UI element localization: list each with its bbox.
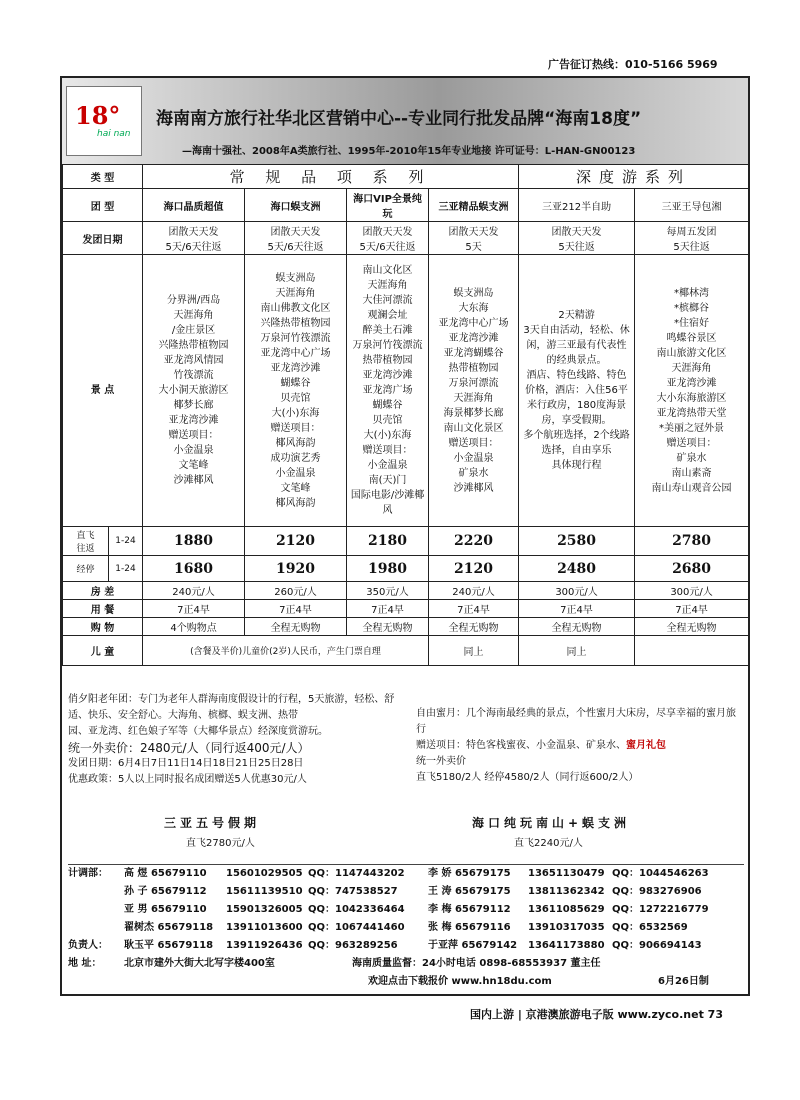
series-deep: 深度游系列 [519, 165, 749, 189]
contact-mobile: 13910317035 [528, 922, 605, 933]
list-item: 热带植物园 [448, 362, 499, 374]
list-item: 热带植物园 [362, 355, 413, 366]
price-label-a [63, 527, 109, 556]
contact-qq: QQ：906694143 [612, 940, 702, 951]
contact-mobile: 15611139510 [226, 886, 303, 897]
table-row [63, 582, 749, 600]
child-cell-empty [635, 636, 749, 666]
list-item: 亚龙湾沙滩 [362, 370, 413, 381]
list-item: 蜈支洲岛 [453, 287, 494, 299]
list-item: 竹筏漂流 [173, 370, 214, 381]
date-cell [519, 222, 635, 255]
date-cell [143, 222, 245, 255]
header-subtitle: —海南十强社、2008年A类旅行社、1995年-2010年15年专业地接 许可证号：L-HAN-GN00123 [182, 146, 636, 157]
contact-qq: QQ：6532569 [612, 922, 688, 933]
date-line: 团散天天发 [362, 227, 413, 238]
price-cell: 1680 [143, 556, 245, 582]
table-row [63, 556, 749, 582]
child-label: 儿 童 [63, 636, 143, 666]
list-item: 兴隆热带植物园 [158, 340, 229, 351]
list-item: 国际电影/沙滩椰风 [350, 490, 425, 516]
download-link[interactable]: 欢迎点击下载报价 www.hn18du.com [368, 976, 552, 987]
date-line: 5天/6天往返 [165, 242, 222, 253]
spots-cell [245, 255, 347, 527]
price-label-a2-text: 往返 [76, 544, 95, 554]
list-item: 亚龙湾沙滩 [666, 377, 717, 389]
meal-cell: 7正4早 [245, 600, 347, 618]
list-item: 贝壳馆 [280, 392, 311, 404]
honeymoon-gift-text: 赠送项目：特色客栈蜜夜、小金温泉、矿泉水、 [416, 740, 626, 751]
date-label: 发团日期 [63, 222, 143, 255]
contact-qq: QQ：1067441460 [308, 922, 405, 933]
shop-label: 购 物 [63, 618, 143, 636]
logo-number: 18° [75, 101, 121, 130]
date-line: 5天往返 [558, 242, 595, 253]
list-item: 万泉河竹筏漂流 [260, 332, 331, 344]
brand-logo [66, 86, 142, 156]
list-item: 醉美土石滩 [362, 325, 413, 336]
shop-cell: 全程无购物 [347, 618, 429, 636]
spots-cell [519, 255, 635, 527]
team-label: 团 型 [63, 189, 143, 222]
header-title: 海南南方旅行社华北区营销中心--专业同行批发品牌“海南18度” [156, 109, 642, 129]
meal-cell: 7正4早 [635, 600, 749, 618]
list-item: 文笔峰 [280, 482, 311, 494]
shop-cell: 4个购物点 [143, 618, 245, 636]
table-row [63, 618, 749, 636]
list-item: 沙滩椰风 [173, 475, 214, 486]
contact-mobile: 15601029505 [226, 868, 303, 879]
list-item: 南(天)门 [368, 475, 407, 486]
list-item: 3天自由活动，轻松、休闲，游三亚最有代表性的经典景点。 [523, 325, 630, 366]
date-line: 5天 [465, 242, 482, 253]
list-item: 天涯海角 [173, 310, 214, 321]
list-item: 天涯海角 [453, 392, 494, 404]
child-cell: 同上 [519, 636, 635, 666]
list-item: 南山旅游文化区 [656, 347, 727, 359]
list-item: 海景椰梦长廊 [443, 407, 504, 419]
list-item: 南山佛教文化区 [260, 302, 331, 314]
child-cell: (含餐及半价)儿童价(2岁)人民币，产生门票自理 [143, 636, 429, 666]
senior-line: 统一外卖价：2480元/人（同行返400元/人） [68, 741, 310, 755]
contact-name: 翟树杰 65679118 [124, 922, 214, 933]
list-item: 兴隆热带植物园 [260, 317, 331, 329]
list-item: *椰林湾 [674, 287, 710, 299]
contact-name: 孙 子 65679112 [124, 886, 207, 897]
dept-label: 计调部： [68, 868, 108, 879]
spots-cell [635, 255, 749, 527]
meal-cell: 7正4早 [143, 600, 245, 618]
table-row [63, 255, 749, 527]
price-cell: 1880 [143, 527, 245, 556]
room-cell: 240元/人 [143, 582, 245, 600]
list-item: 亚龙湾热带天堂 [656, 407, 727, 419]
list-item: 蝴蝶谷 [280, 377, 311, 389]
contact-row [68, 919, 744, 937]
list-item: 大东海 [458, 302, 489, 314]
date-line: 团散天天发 [168, 227, 219, 238]
honeymoon-price: 直飞5180/2人 经停4580/2人（同行返600/2人） [416, 772, 639, 783]
room-cell: 350元/人 [347, 582, 429, 600]
list-item: 南山寿山观音公园 [651, 482, 732, 494]
senior-line: 园、亚龙湾、红色娘子军等（大椰华景点）经深度赏游玩。 [68, 726, 328, 737]
list-item: 亚龙湾风情园 [163, 355, 224, 366]
contact-mobile: 13651130479 [528, 868, 605, 879]
meal-cell: 7正4早 [519, 600, 635, 618]
spots-cell [429, 255, 519, 527]
list-item: 亚龙湾沙滩 [168, 415, 219, 426]
list-item: 鸣蝶谷景区 [666, 332, 717, 344]
list-item: *美丽之冠外景 [659, 422, 725, 434]
honeymoon-line: 自由蜜月：几个海南最经典的景点，个性蜜月大床房，尽享幸福的蜜月旅行 [416, 708, 736, 735]
list-item: 蜈支洲岛 [275, 272, 316, 284]
list-item: *住宿好 [674, 317, 710, 329]
header-banner [62, 78, 748, 164]
list-item: 大小洞天旅游区 [158, 385, 229, 396]
type-label: 类 型 [63, 165, 143, 189]
date-line: 5天往返 [673, 242, 710, 253]
child-cell: 同上 [429, 636, 519, 666]
list-item: 亚龙湾中心广场 [260, 347, 331, 359]
price-cell: 1980 [347, 556, 429, 582]
contact-mobile: 15901326005 [226, 904, 303, 915]
price-cell: 2220 [429, 527, 519, 556]
list-item: 文笔峰 [178, 460, 209, 471]
list-item: *槟榔谷 [674, 302, 710, 314]
list-item: 赠送项目： [270, 422, 321, 434]
team-cell: 三亚212半自助 [519, 189, 635, 222]
list-item: 小金温泉 [275, 467, 316, 479]
list-item: 万泉河漂流 [448, 377, 499, 389]
price-cell: 2680 [635, 556, 749, 582]
contact-mobile: 13811362342 [528, 886, 605, 897]
meal-cell: 7正4早 [347, 600, 429, 618]
sub-package-right-title: 海口纯玩南山+蜈支洲 [472, 816, 631, 830]
list-item: 亚龙湾蝴蝶谷 [443, 347, 504, 359]
contact-qq: QQ：1147443202 [308, 868, 405, 879]
addr-label: 地 址： [68, 958, 102, 969]
list-item: 万泉河竹筏漂流 [352, 340, 423, 351]
list-item: 小金温泉 [453, 452, 494, 464]
team-cell: 海口晶质超值 [143, 189, 245, 222]
honeymoon-line: 统一外卖价 [416, 756, 466, 767]
list-item: 观澜会址 [367, 310, 408, 321]
list-item: 大(小)东海 [271, 407, 320, 419]
table-row [63, 165, 749, 189]
list-item: 小金温泉 [173, 445, 214, 456]
meal-label: 用 餐 [63, 600, 143, 618]
contact-row [68, 865, 744, 883]
list-item: 矿泉水 [676, 452, 707, 464]
series-regular: 常 规 品 项 系 列 [143, 165, 519, 189]
table-row [63, 636, 749, 666]
list-item: 成功演艺秀 [270, 452, 321, 464]
contact-mobile: 13911926436 [226, 940, 303, 951]
senior-line: 发团日期：6月4日7日11日14日18日21日25日28日 [68, 758, 304, 769]
room-cell: 240元/人 [429, 582, 519, 600]
quality-hotline: 海南质量监督：24小时电话 0898-68553937 董主任 [352, 958, 601, 969]
list-item: 2天精游 [558, 310, 595, 321]
list-item: 天涯海角 [367, 280, 408, 291]
price-cell: 1920 [245, 556, 347, 582]
list-item: 矿泉水 [458, 467, 489, 479]
date-line: 5天/6天往返 [359, 242, 416, 253]
date-line: 5天/6天往返 [267, 242, 324, 253]
shop-cell: 全程无购物 [429, 618, 519, 636]
contact-mobile: 13911013600 [226, 922, 303, 933]
meal-cell: 7正4早 [429, 600, 519, 618]
price-label-b: 经停 [63, 556, 109, 582]
contact-qq: QQ：1042336464 [308, 904, 405, 915]
contact-qq: QQ：747538527 [308, 886, 398, 897]
contact-name: 李 梅 65679112 [428, 904, 511, 915]
date-line: 团散天天发 [551, 227, 602, 238]
team-cell: 三亚精品蜈支洲 [429, 189, 519, 222]
contact-name: 亚 男 65679110 [124, 904, 207, 915]
table-row [63, 527, 749, 556]
spots-cell [143, 255, 245, 527]
list-item: 亚龙湾沙滩 [270, 362, 321, 374]
flyer-frame [60, 76, 750, 996]
list-item: 大(小)东海 [363, 430, 412, 441]
date-cell [245, 222, 347, 255]
contact-name: 耿玉平 65679118 [124, 940, 214, 951]
contact-qq: QQ：1044546263 [612, 868, 709, 879]
sub-package-left-title: 三亚五号假期 [164, 816, 261, 830]
list-item: 椰风海韵 [275, 497, 316, 509]
list-item: 亚龙湾中心广场 [438, 317, 509, 329]
address-text: 北京市建外大街大北写字楼400室 [124, 958, 275, 969]
logo-subtext: hai nan [97, 129, 131, 139]
shop-cell: 全程无购物 [245, 618, 347, 636]
list-item: 大小东海旅游区 [656, 392, 727, 404]
list-item: 赠送项目： [168, 430, 219, 441]
senior-tour-block [68, 692, 398, 788]
table-row [63, 189, 749, 222]
honeymoon-gift-badge: 蜜月礼包 [626, 740, 666, 751]
list-item: 酒店、特色线路、特色价格，酒店：入住56平米行政房，180度海景房，享受假期。 [525, 370, 628, 426]
honeymoon-line [416, 738, 744, 754]
date-line: 团散天天发 [448, 227, 499, 238]
room-cell: 300元/人 [635, 582, 749, 600]
price-table [62, 164, 749, 666]
list-item: 天涯海角 [671, 362, 712, 374]
list-item: 多个航班选择，2个线路选择，自由享乐 [523, 430, 630, 456]
table-row [63, 222, 749, 255]
contact-name: 高 煜 65679110 [124, 868, 207, 879]
list-item: 沙滩椰风 [453, 482, 494, 494]
date-cell [347, 222, 429, 255]
list-item: 亚龙湾沙滩 [448, 332, 499, 344]
head-label: 负责人： [68, 940, 108, 951]
list-item: 蝴蝶谷 [372, 400, 403, 411]
price-cell: 2120 [429, 556, 519, 582]
contact-mobile: 13641173880 [528, 940, 605, 951]
team-cell: 海口蜈支洲 [245, 189, 347, 222]
price-cell: 2480 [519, 556, 635, 582]
price-cell: 2120 [245, 527, 347, 556]
list-item: 赠送项目： [448, 437, 499, 449]
list-item: 赠送项目： [666, 437, 717, 449]
team-cell: 三亚王导包湘 [635, 189, 749, 222]
contact-qq: QQ：1272216779 [612, 904, 709, 915]
ad-hotline: 广告征订热线：010-5166 5969 [548, 58, 718, 71]
contact-qq: QQ：963289256 [308, 940, 398, 951]
contact-name: 李 娇 65679175 [428, 868, 511, 879]
issue-date: 6月26日制 [658, 976, 709, 987]
price-label-a-text: 直飞 [76, 531, 95, 541]
list-item: 具体现行程 [551, 460, 602, 471]
list-item: 天涯海角 [275, 287, 316, 299]
list-item: 大佳河漂流 [362, 295, 413, 306]
contacts-section [68, 864, 744, 991]
list-item: 亚龙湾广场 [362, 385, 413, 396]
date-line: 团散天天发 [270, 227, 321, 238]
price-cell: 2180 [347, 527, 429, 556]
list-item: 南山文化区 [362, 265, 413, 276]
room-cell: 260元/人 [245, 582, 347, 600]
page-footer: 国内上游 | 京港澳旅游电子版 www.zyco.net 73 [470, 1008, 723, 1021]
manager-row [68, 937, 744, 955]
sub-package-left-price: 直飞2780元/人 [186, 838, 255, 849]
price-range-b: 1-24 [109, 556, 143, 582]
room-cell: 300元/人 [519, 582, 635, 600]
sub-package-right-price: 直飞2240元/人 [514, 838, 583, 849]
list-item: 椰梦长廊 [173, 400, 214, 411]
team-cell: 海口VIP全景纯玩 [347, 189, 429, 222]
shop-cell: 全程无购物 [635, 618, 749, 636]
list-item: 小金温泉 [367, 460, 408, 471]
senior-line: 俏夕阳老年团：专门为老年人群海南度假设计的行程，5天旅游，轻松、舒适、快乐、安全舒心。大海角、槟榔、蜈支洲、热带 [68, 694, 395, 721]
price-cell: 2580 [519, 527, 635, 556]
contact-row [68, 883, 744, 901]
lower-section [64, 688, 746, 994]
list-item: 赠送项目： [362, 445, 413, 456]
list-item: 椰风海韵 [275, 437, 316, 449]
list-item: 南山文化景区 [443, 422, 504, 434]
date-line: 每周五发团 [666, 227, 717, 238]
spots-label: 景 点 [63, 255, 143, 527]
table-row [63, 600, 749, 618]
contact-mobile: 13611085629 [528, 904, 605, 915]
spots-cell [347, 255, 429, 527]
senior-line: 优惠政策：5人以上同时报名成团赠送5人优惠30元/人 [68, 774, 307, 785]
list-item: 南山素斋 [671, 467, 712, 479]
shop-cell: 全程无购物 [519, 618, 635, 636]
price-range-a: 1-24 [109, 527, 143, 556]
contact-qq: QQ：983276906 [612, 886, 702, 897]
download-row [68, 973, 744, 991]
date-cell [429, 222, 519, 255]
list-item: 分界洲/西岛 [166, 295, 221, 306]
address-row [68, 955, 744, 973]
list-item: /金庄景区 [171, 325, 216, 336]
date-cell [635, 222, 749, 255]
contact-row [68, 901, 744, 919]
room-label: 房 差 [63, 582, 143, 600]
contact-name: 王 涛 65679175 [428, 886, 511, 897]
contact-name: 于亚萍 65679142 [428, 940, 518, 951]
contact-name: 张 梅 65679116 [428, 922, 511, 933]
list-item: 贝壳馆 [372, 415, 403, 426]
price-cell: 2780 [635, 527, 749, 556]
honeymoon-block [416, 706, 744, 786]
